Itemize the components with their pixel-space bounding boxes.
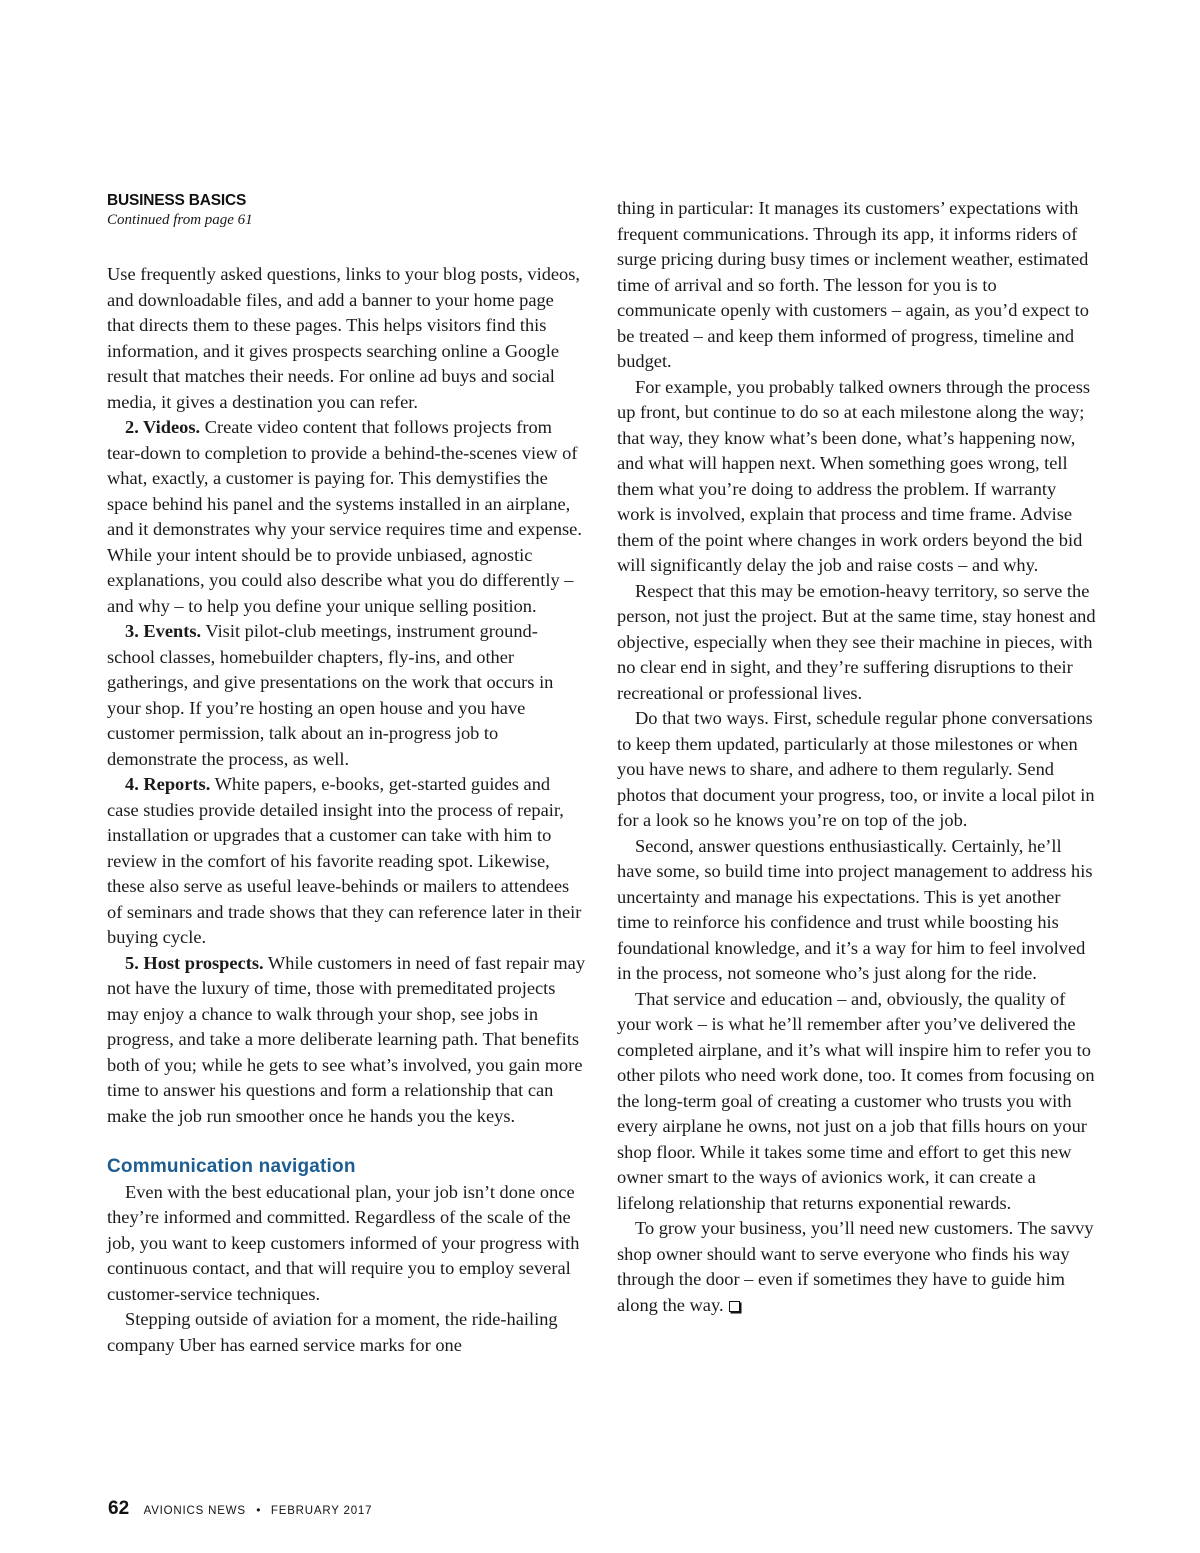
list-item-host-prospects [107,951,585,1130]
left-column [107,192,585,1358]
item-body: While customers in need of fast repair may not have the luxury of time, those with premeditated projects may enjoy a chance to walk through your shop, see jobs in progress, and take a more deliberate learning path. That benefits both of you; while he gets to see what’s involved, you gain more time to answer his questions and form a relationship that can make the job run smoother once he hands you the keys. [107,952,586,1126]
paragraph: That service and education – and, obviously, the quality of your work – is what he’ll remember after you’ve delivered the completed airplane, and it’s what will inspire him to refer you to other pilots who need work done, too. It comes from focusing on the long-term goal of creating a customer who trusts you with every airplane he owns, not just on a job that fills hours on your shop floor. While it takes some time and effort to get this new owner smart to the ways of avionics work, it can create a lifelong relationship that returns exponential rewards. [617,988,1095,1213]
item-body: Create video content that follows projects from tear-down to completion to provide a behind-the-scenes view of what, exactly, a customer is paying for. This demystifies the space behind his panel and the systems installed in an airplane, and it demonstrates why your service requires time and expense. While your intent should be to provide unbiased, agnostic explanations, you could also describe what you do differently – and why – to help you define your unique selling position. [107,417,582,616]
paragraph: Use frequently asked questions, links to your blog posts, videos, and downloadable files, and add a banner to your home page that directs them to these pages. This helps visitors find this information, and it gives prospects searching online a Google result that matches their needs. For online ad buys and social media, it gives a destination you can refer. [107,264,581,412]
item-lead: 5. Host prospects. [125,952,264,973]
footer-separator: • [256,1503,261,1517]
subheading: Communication navigation [107,1156,356,1177]
item-body: White papers, e-books, get-started guides and case studies provide detailed insight into the process of repair, installation or upgrades that a customer can take with him to review in the comfort of his favorite reading spot. Likewise, these also serve as useful leave-behinds or mailers to attendees of seminars and trade shows that they can reference later in their buying cycle. [107,774,582,947]
right-column [617,196,1097,1318]
publication-name: AVIONICS NEWS [143,1505,246,1517]
closing-paragraph [617,1216,1097,1318]
paragraph: Do that two ways. First, schedule regular phone conversations to keep them updated, particularly at those milestones or when you have news to share, and adhere to them regularly. Send photos that document your progress, too, or invite a local pilot in for a look so he knows you’re on top of the job. [617,708,1095,830]
list-item-reports [107,772,585,951]
paragraph: Second, answer questions enthusiastically. Certainly, he’ll have some, so build time into project management to address his uncertainty and manage his expectations. This is yet another time to reinforce his confidence and trust while boosting his foundational knowledge, and it’s a way for him to feel involved in the process, not someone who’s just along for the ride. [617,835,1093,983]
item-lead: 3. Events. [125,621,202,641]
page-footer [108,1498,372,1520]
paragraph-text: To grow your business, you’ll need new customers. The savvy shop owner should want to serve everyone who finds his way through the door – even if sometimes they have to guide him along the way. [617,1218,1094,1315]
list-item-events [107,619,585,772]
continued-note: Continued from page 61 [107,212,253,228]
section-label: BUSINESS BASICS [107,192,247,209]
page-number: 62 [108,1498,130,1519]
paragraph: Even with the best educational plan, your job isn’t done once they’re informed and committed. Regardless of the scale of the job, you want to keep customers informed of your progress with continuous contact, and that will require you to employ several customer-service techniques. [107,1181,580,1304]
item-lead: 2. Videos. [125,417,201,437]
issue-date: FEBRUARY 2017 [270,1505,373,1517]
paragraph: For example, you probably talked owners through the process up front, but continue to do so at each milestone along the way; that way, they know what’s been done, what’s happening now, and what will happen next. When something goes wrong, tell them what you’re doing to address the problem. If warranty work is involved, explain that process and time frame. Advise them of the point where changes in work orders beyond the bid will significantly delay the job and raise costs – and why. [617,376,1091,575]
item-lead: 4. Reports. [125,774,211,794]
end-mark-icon [729,1301,740,1312]
paragraph: Respect that this may be emotion-heavy territory, so serve the person, not just the project. But at the same time, stay honest and objective, especially when they see their machine in pieces, with no clear end in sight, and they’re suffering disruptions to their recreational or professional lives. [617,580,1096,703]
list-item-videos [107,415,585,619]
item-body: Visit pilot-club meetings, instrument ground-school classes, homebuilder chapters, fly-ins, and other gatherings, and give presentations on the work that occurs in your shop. If you’re hosting an open house and you have customer permission, talk about an in-progress job to demonstrate the process, as well. [107,621,554,769]
paragraph: Stepping outside of aviation for a moment, the ride-hailing company Uber has earned service marks for one [107,1309,558,1355]
paragraph: thing in particular: It manages its customers’ expectations with frequent communications. Through its app, it informs riders of surge pricing during busy times or inclement weather, estimated time of arrival and so forth. The lesson for you is to communicate openly with customers – again, as you’d expect to be treated – and keep them informed of progress, timeline and budget. [617,198,1089,371]
